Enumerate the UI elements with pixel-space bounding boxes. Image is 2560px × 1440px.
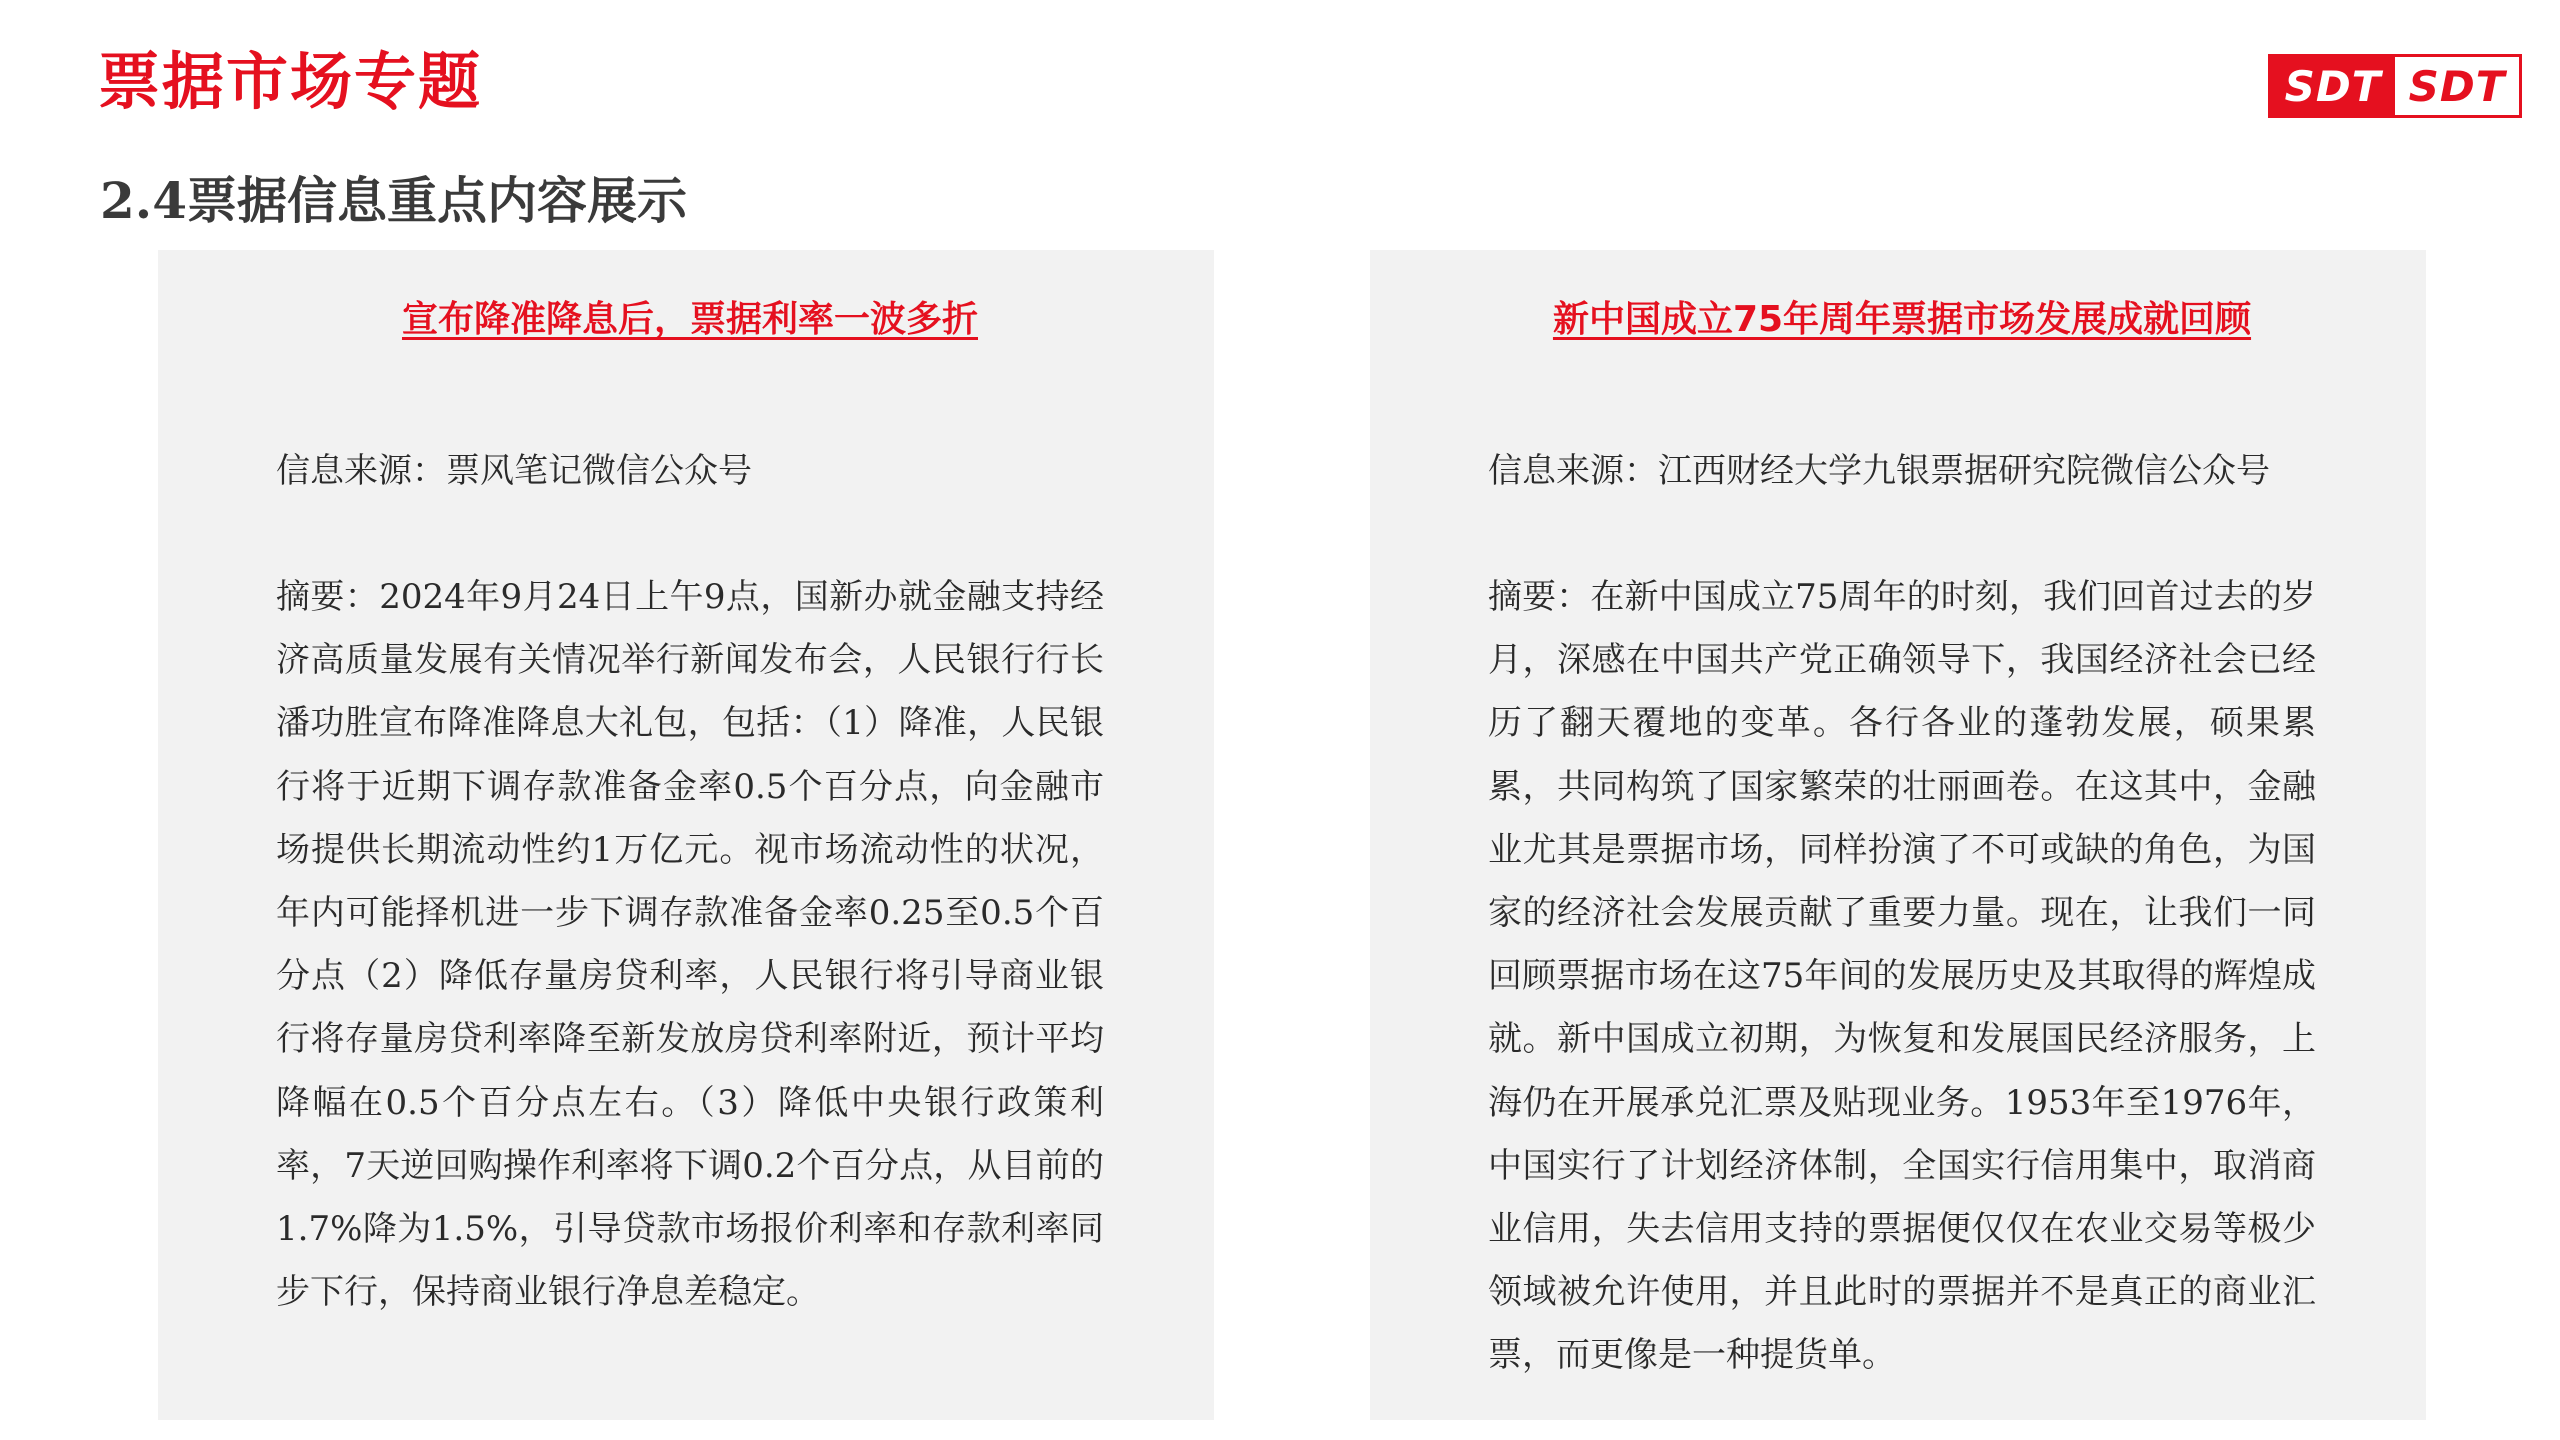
section-title: 2.4票据信息重点内容展示: [100, 171, 687, 230]
sdt-logo-right: SDT: [2395, 57, 2519, 115]
card-summary: 摘要：2024年9月24日上午9点，国新办就金融支持经济高质量发展有关情况举行新闻发布会，人民银行行长潘功胜宣布降准降息大礼包，包括：（1）降准，人民银行将于近期下调存款准备金率0.5个百分点，向金融市场提供长期流动性约1万亿元。视市场流动性的状况，年内可能择机进一步下调存款准备金率0.25至0.5个百分点（2）降低存量房贷利率，人民银行将引导商业银行将存量房贷利率降至新发放房贷利率附近，预计平均降幅在0.5个百分点左右。（3）降低中央银行政策利率，7天逆回购操作利率将下调0.2个百分点，从目前的1.7%降为1.5%，引导贷款市场报价利率和存款利率同步下行，保持商业银行净息差稳定。: [276, 577, 1104, 1313]
info-card-rate-cut: [158, 250, 1214, 1420]
sdt-logo: [2268, 54, 2522, 118]
info-card-75-years: [1370, 250, 2426, 1420]
card-source: 信息来源：江西财经大学九银票据研究院微信公众号: [1488, 451, 2270, 491]
card-title-link[interactable]: 新中国成立75年周年票据市场发展成就回顾: [1552, 299, 2252, 340]
card-source: 信息来源：票风笔记微信公众号: [276, 451, 752, 491]
sdt-logo-left: SDT: [2271, 57, 2395, 115]
card-summary: 摘要：在新中国成立75周年的时刻，我们回首过去的岁月，深感在中国共产党正确领导下，我国经济社会已经历了翻天覆地的变革。各行各业的蓬勃发展，硕果累累，共同构筑了国家繁荣的壮丽画卷。在这其中，金融业尤其是票据市场，同样扮演了不可或缺的角色，为国家的经济社会发展贡献了重要力量。现在，让我们一同回顾票据市场在这75年间的发展历史及其取得的辉煌成就。新中国成立初期，为恢复和发展国民经济服务，上海仍在开展承兑汇票及贴现业务。1953年至1976年，中国实行了计划经济体制，全国实行信用集中，取消商业信用，失去信用支持的票据便仅仅在农业交易等极少领域被允许使用，并且此时的票据并不是真正的商业汇票，而更像是一种提货单。: [1488, 577, 2316, 1376]
slide-title: 票据市场专题: [98, 45, 483, 118]
card-title-link[interactable]: 宣布降准降息后，票据利率一波多折: [401, 299, 978, 340]
